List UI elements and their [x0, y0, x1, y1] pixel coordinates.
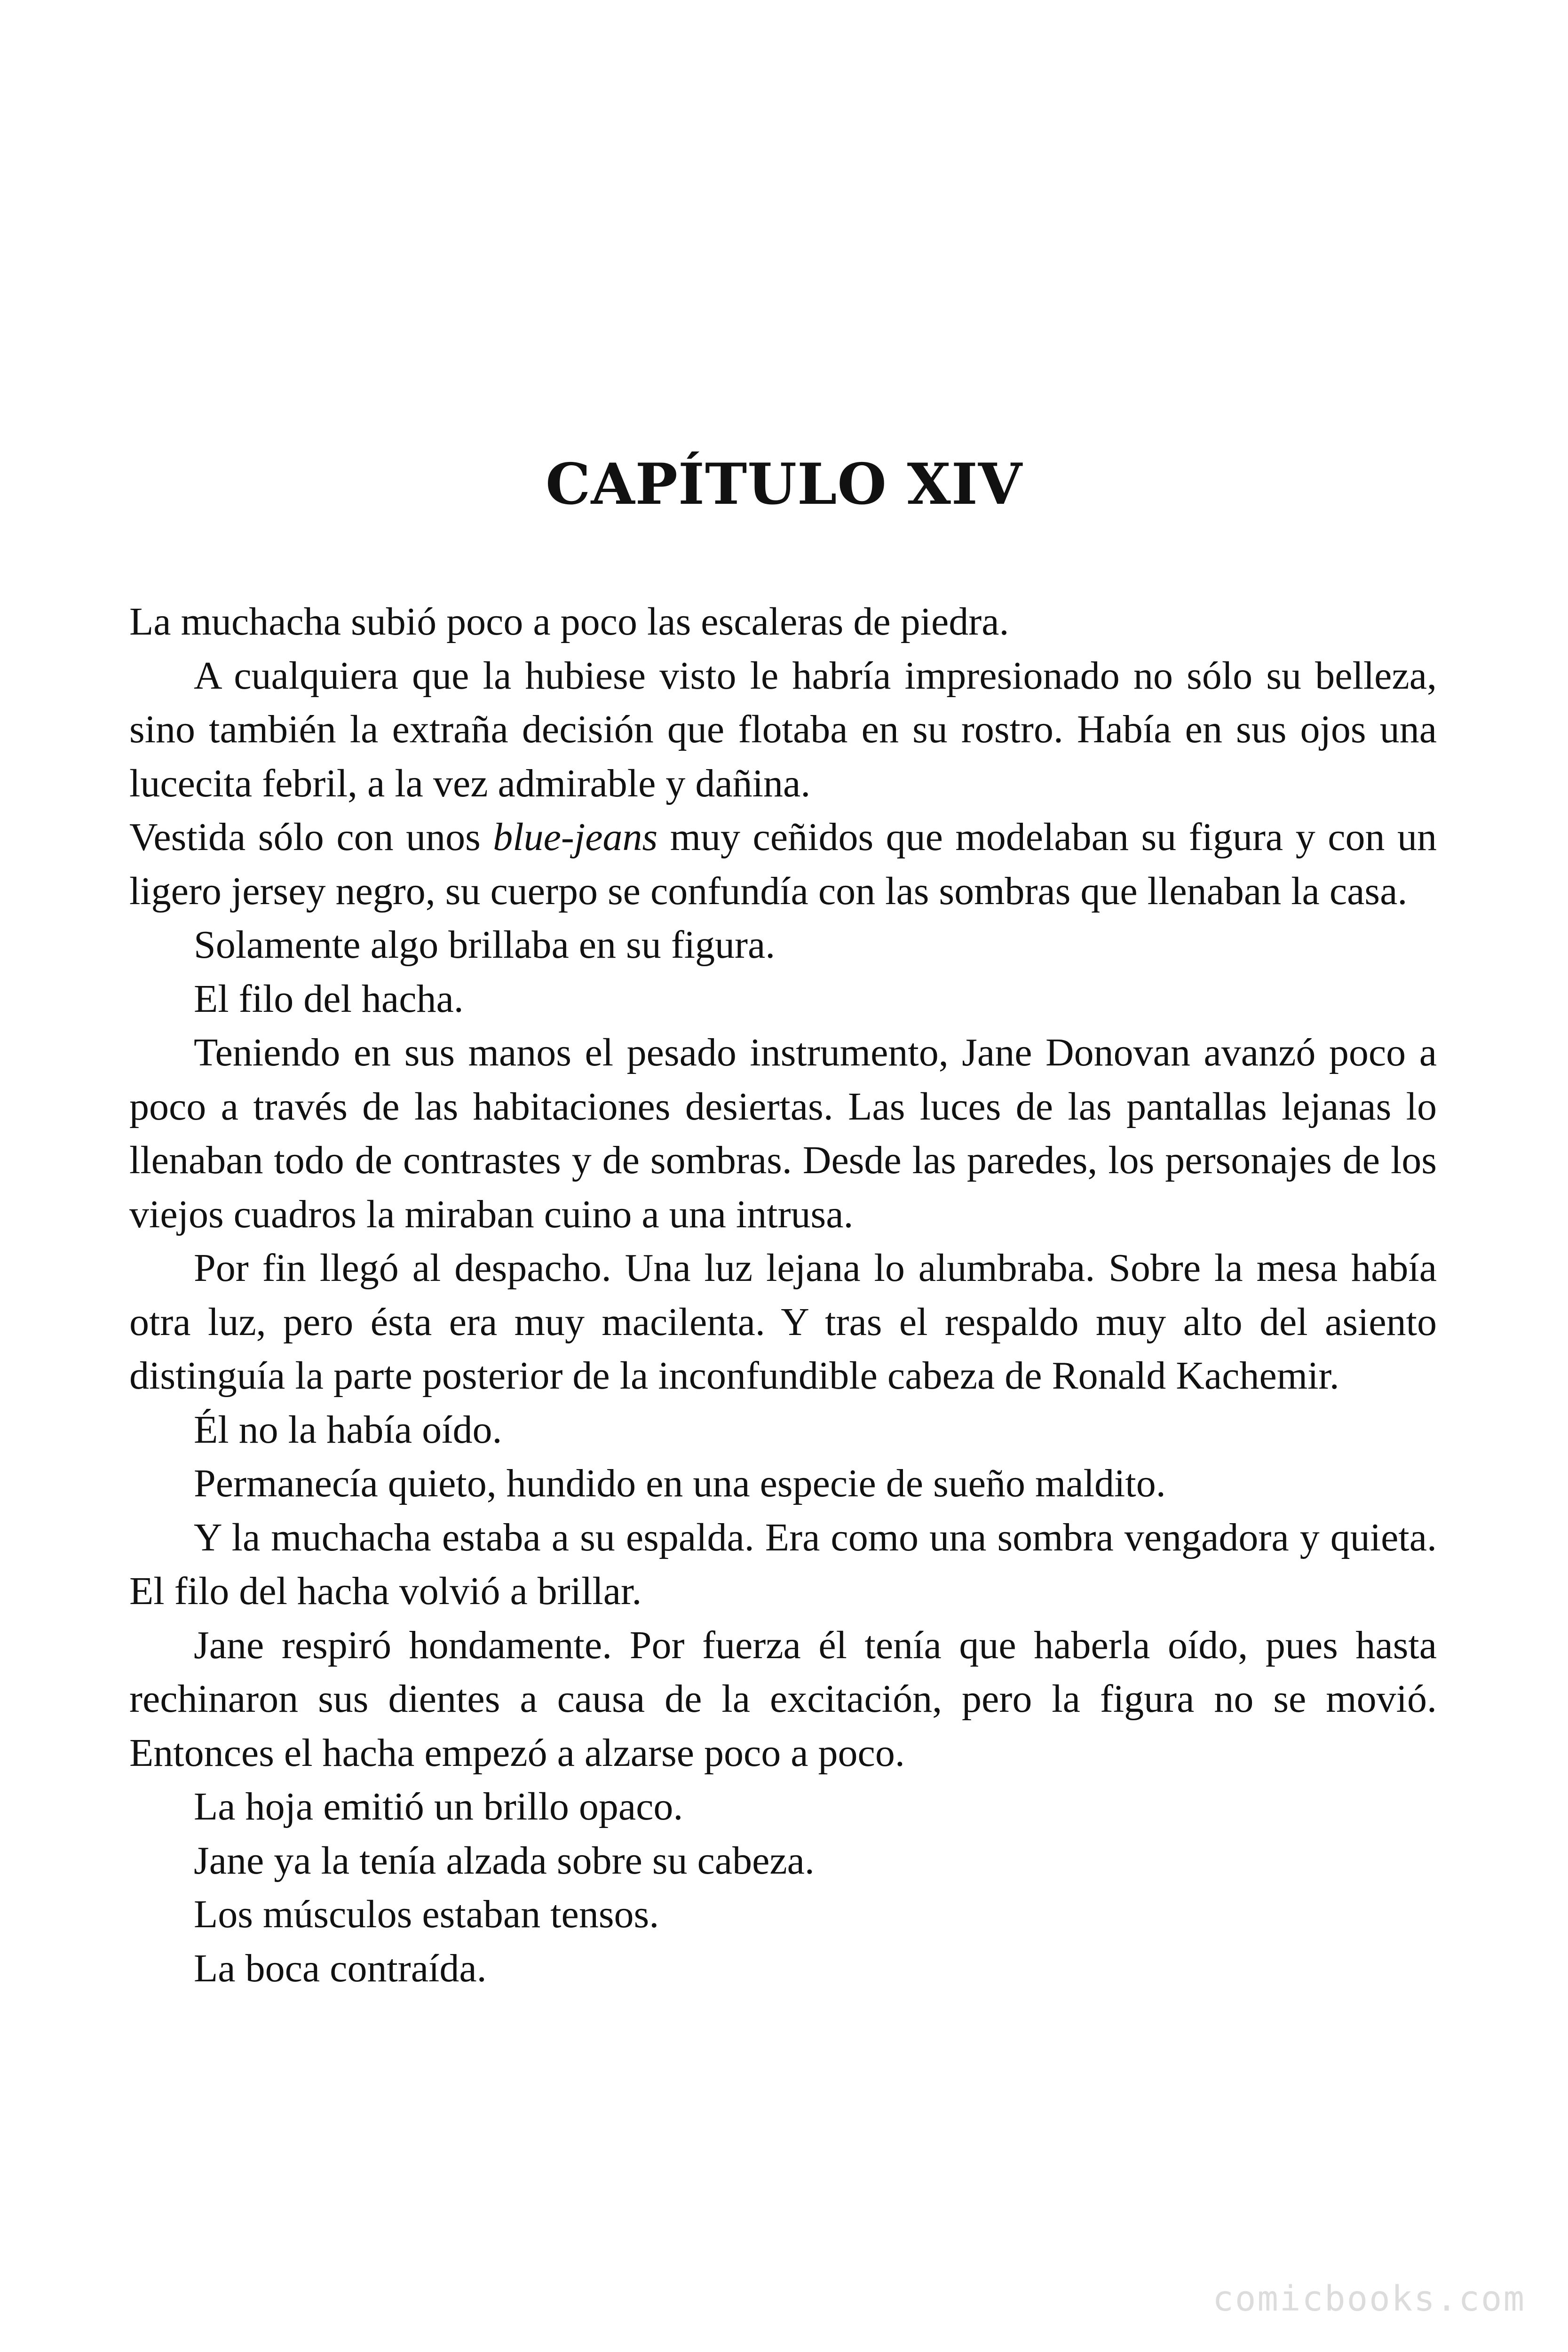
paragraph: La muchacha subió poco a poco las escaleras de piedra. — [129, 600, 1009, 644]
paragraph: Solamente algo brillaba en su figura. — [194, 923, 776, 967]
paragraph: Por fin llegó al despacho. Una luz lejana lo alumbraba. Sobre la mesa había otra luz, pero ésta era muy macilenta. Y tras el respaldo muy alto del asiento distinguía la parte posterior de la inconfundible cabeza de Ronald Kachemir. — [129, 1246, 1437, 1398]
watermark: comicbooks.com — [1212, 2279, 1526, 2319]
paragraph: Los músculos estaban tensos. — [194, 1892, 659, 1936]
paragraph: Jane respiró hondamente. Por fuerza él tenía que haberla oído, pues hasta rechinaron sus dientes a causa de la excitación, pero la figura no se movió. Entonces el hacha empezó a alzarse poco a poco. — [129, 1623, 1437, 1775]
chapter-title: CAPÍTULO XIV — [546, 451, 1022, 517]
paragraph: La boca contraída. — [194, 1946, 487, 1990]
paragraph: Él no la había oído. — [194, 1407, 502, 1452]
paragraph-text: Vestida sólo con unos — [129, 815, 493, 859]
paragraph: La hoja emitió un brillo opaco. — [194, 1785, 683, 1828]
italic-term: blue-jeans — [493, 815, 658, 859]
paragraph: A cualquiera que la hubiese visto le habría impresionado no sólo su belleza, sino también la extraña decisión que flotaba en su rostro. Había en sus ojos una lucecita febril, a la vez admirable y dañina. — [129, 653, 1437, 805]
chapter-body — [129, 595, 1437, 1995]
paragraph — [129, 810, 1437, 918]
paragraph: El filo del hacha. — [194, 977, 464, 1021]
paragraph: Teniendo en sus manos el pesado instrumento, Jane Donovan avanzó poco a poco a través de las habitaciones desiertas. Las luces de las pantallas lejanas lo llenaban todo de contrastes y de sombras. Desde las paredes, los personajes de los viejos cuadros la miraban cuino a una intrusa. — [129, 1031, 1437, 1236]
paragraph: Jane ya la tenía alzada sobre su cabeza. — [194, 1838, 815, 1883]
paragraph: Permanecía quieto, hundido en una especie de sueño maldito. — [194, 1462, 1166, 1505]
paragraph: Y la muchacha estaba a su espalda. Era como una sombra vengadora y quieta. El filo del hacha volvió a brillar. — [129, 1515, 1437, 1613]
paragraph-text: muy ceñidos que modelaban su figura y con un ligero jersey negro, su cuerpo se confundía con las sombras que llenaban la casa. — [129, 815, 1437, 913]
